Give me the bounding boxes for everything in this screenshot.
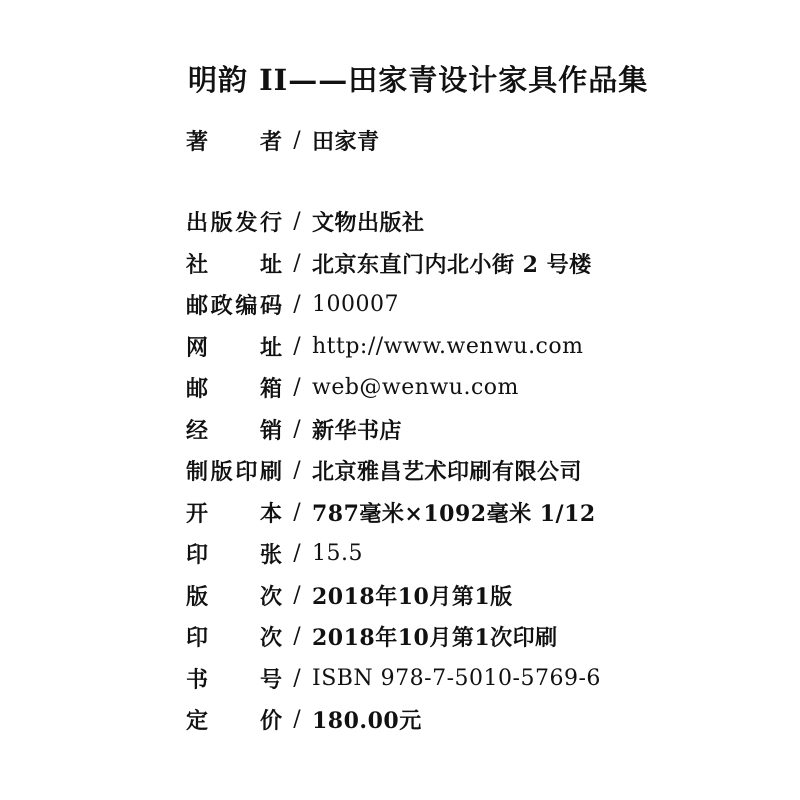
row-label: 印 张 xyxy=(186,541,282,568)
row-label: 网 址 xyxy=(186,334,282,361)
row-label: 邮 政 编 码 xyxy=(186,292,282,319)
row-label: 版 次 xyxy=(186,583,282,610)
publisher-value: 文物出版社 xyxy=(312,209,425,236)
separator: / xyxy=(293,706,301,732)
price-value: 180.00元 xyxy=(312,707,422,734)
separator: / xyxy=(293,374,301,400)
format-row xyxy=(186,496,596,528)
separator: / xyxy=(293,623,301,649)
address-value: 北京东直门内北小街 2 号楼 xyxy=(312,251,592,278)
row-label: 社 址 xyxy=(186,251,282,278)
distributor-value: 新华书店 xyxy=(312,417,403,444)
distributor-row xyxy=(186,413,402,445)
separator: / xyxy=(293,333,301,359)
row-label: 制 版 印 刷 xyxy=(186,458,282,485)
printed-sheets-row xyxy=(186,537,363,569)
separator: / xyxy=(293,665,301,691)
separator: / xyxy=(293,582,301,608)
author-value: 田家青 xyxy=(312,128,380,155)
separator: / xyxy=(293,416,301,442)
printing-value: 2018年10月第1次印刷 xyxy=(312,624,558,651)
author-row xyxy=(186,124,380,156)
row-label: 印 次 xyxy=(186,624,282,651)
postcode-value: 100007 xyxy=(312,291,399,317)
separator: / xyxy=(293,291,301,317)
separator: / xyxy=(293,499,301,525)
printer-row xyxy=(186,454,582,486)
row-label: 著 者 xyxy=(186,128,282,155)
book-title: 明韵 II——田家青设计家具作品集 xyxy=(188,63,649,97)
price-row xyxy=(186,703,422,735)
row-label: 书 号 xyxy=(186,666,282,693)
isbn-value: ISBN 978-7-5010-5769-6 xyxy=(312,665,601,691)
publisher-row xyxy=(186,205,425,237)
edition-row xyxy=(186,579,513,611)
row-label: 定 价 xyxy=(186,707,282,734)
website-link: http://www.wenwu.com xyxy=(312,333,584,359)
printing-row xyxy=(186,620,558,652)
separator: / xyxy=(293,457,301,483)
separator: / xyxy=(293,540,301,566)
row-label: 经 销 xyxy=(186,417,282,444)
row-label: 开 本 xyxy=(186,500,282,527)
row-label: 邮 箱 xyxy=(186,375,282,402)
address-row xyxy=(186,247,592,279)
edition-value: 2018年10月第1版 xyxy=(312,583,513,610)
website-row xyxy=(186,330,584,362)
printed-sheets-value: 15.5 xyxy=(312,540,363,566)
row-label: 出 版 发 行 xyxy=(186,209,282,236)
separator: / xyxy=(293,208,301,234)
email-row xyxy=(186,371,519,403)
isbn-row xyxy=(186,662,601,694)
postcode-row xyxy=(186,288,399,320)
printer-value: 北京雅昌艺术印刷有限公司 xyxy=(312,458,583,485)
separator: / xyxy=(293,127,301,153)
email-value: web@wenwu.com xyxy=(312,374,519,400)
separator: / xyxy=(293,250,301,276)
format-value: 787毫米×1092毫米 1/12 xyxy=(312,500,596,527)
